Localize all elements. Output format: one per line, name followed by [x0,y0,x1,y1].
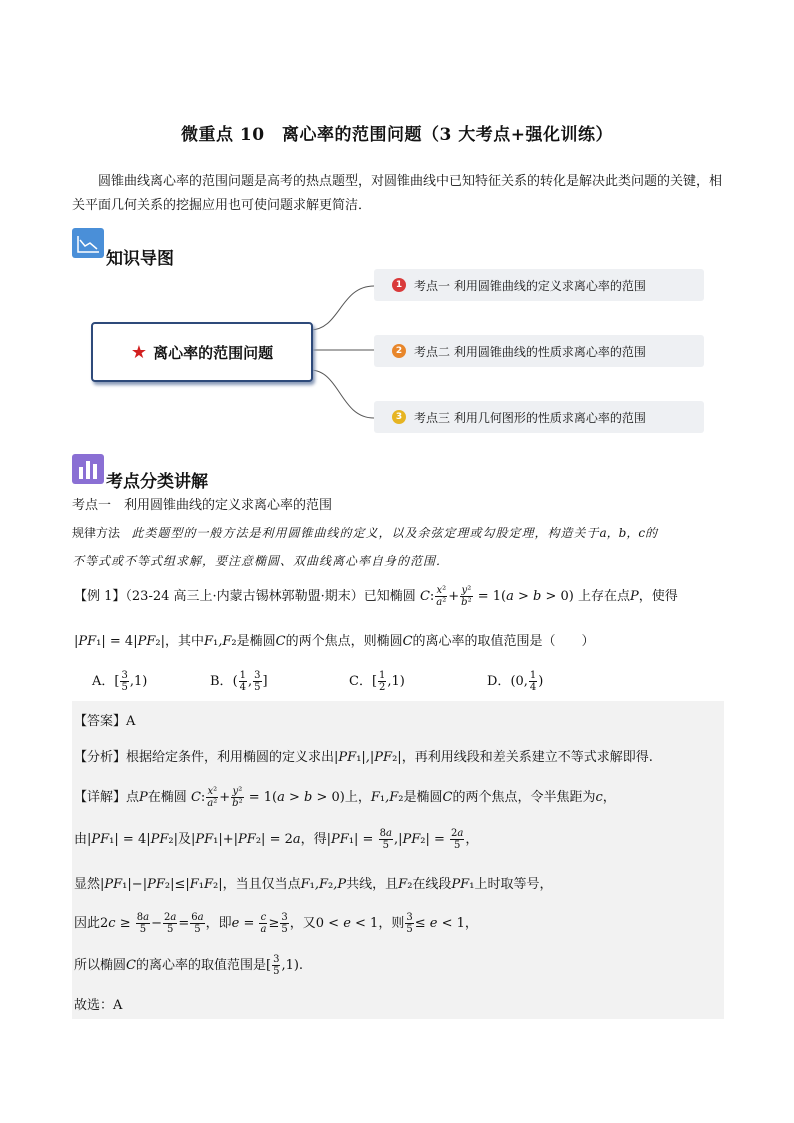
topic-heading: 考点一 利用圆锥曲线的定义求离心率的范围 [72,498,333,513]
choice-a[interactable]: A．[ $\frac{3}{5}$ ,1) [92,670,148,693]
section-heading-topics: 考点分类讲解 [106,472,208,492]
mindmap-node-1: 1 考点一 利用圆锥曲线的定义求离心率的范围 [374,269,704,301]
mindmap-center-node: ★ 离心率的范围问题 [91,322,313,382]
choice-b[interactable]: B．( $\frac{1}{4}$ , $\frac{3}{5}$ ] [210,670,268,693]
bar-chart-icon [72,454,104,484]
example-line-2: |PF₁| = 4|PF₂|，其中F₁,F₂是椭圆C的两个焦点，则椭圆C的离心率的取值范围是（ ） [74,634,595,649]
choice-c[interactable]: C．[ $\frac{1}{2}$ ,1) [349,670,405,693]
analysis-line: 【分析】根据给定条件，利用椭圆的定义求出|PF₁|,|PF₂|，再利用线段和差关系建立不等式求解即得. [74,750,653,765]
detail-line-3: 显然|PF₁|−|PF₂|≤|F₁F₂|，当且仅当点F₁,F₂,P共线，且F₂在线段PF₁上时取等号， [74,877,553,892]
page-title: 微重点 10 离心率的范围问题（3 大考点+强化训练） [180,125,614,145]
method-paragraph: 规律方法 此类题型的一般方法是利用圆锥曲线的定义，以及余弦定理或勾股定理，构造关于a，b，c的 不等式或不等式组求解，要注意椭圆、双曲线离心率自身的范围． [72,526,659,568]
mindmap-node-3: 3 考点三 利用几何图形的性质求离心率的范围 [374,401,704,433]
answer-line: 【答案】A [74,714,136,729]
example-line-1: 【例 1】（23-24 高三上·内蒙古锡林郭勒盟·期末）已知椭圆 C: $\frac{\text{x²}}{\text{a²}}$ + $\frac{\text{y²}}{\text{b²}}$ = 1(a > b > 0) 上存在点P，使得 [74,585,678,608]
detail-line-5: 所以椭圆C的离心率的取值范围是[ $\frac{3}{5}$ ,1). [74,954,304,977]
number-badge: 2 [392,344,406,358]
detail-line-2: 由|PF₁| = 4|PF₂|及|PF₁|+|PF₂| = 2a，得|PF₁| = $\frac{8a}{5}$ ,|PF₂| = $\frac{2a}{5}$ ， [74,828,479,851]
chart-icon [72,228,104,258]
mindmap-node-2: 2 考点二 利用圆锥曲线的性质求离心率的范围 [374,335,704,367]
intro-paragraph: 圆锥曲线离心率的范围问题是高考的热点题型，对圆锥曲线中已知特征关系的转化是解决此类问题的关键，相关平面几何关系的挖掘应用也可使问题求解更简洁． [72,174,723,213]
section-heading-mindmap: 知识导图 [106,249,174,269]
number-badge: 3 [392,410,406,424]
choice-d[interactable]: D．(0, $\frac{1}{4}$ ) [487,670,544,693]
number-badge: 1 [392,278,406,292]
final-choice: 故选：A [74,998,123,1013]
detail-line-1: 【详解】点P在椭圆 C: $\frac{\text{x²}}{\text{a²}}$ + $\frac{\text{y²}}{\text{b²}}$ = 1(a > b > 0)上，F₁,F₂是椭圆C的两个焦点，令半焦距为c， [74,786,616,809]
detail-line-4: 因此2c ≥ $\frac{8a}{5}$ − $\frac{2a}{5}$ = $\frac{6a}{5}$ ，即e = $\frac{c}{a}$ ≥ $\frac{3}{5}$ ，又0 < e < 1，则 $\frac{3}{5}$ ≤ e < 1， [74,912,478,935]
star-icon: ★ [130,341,148,363]
